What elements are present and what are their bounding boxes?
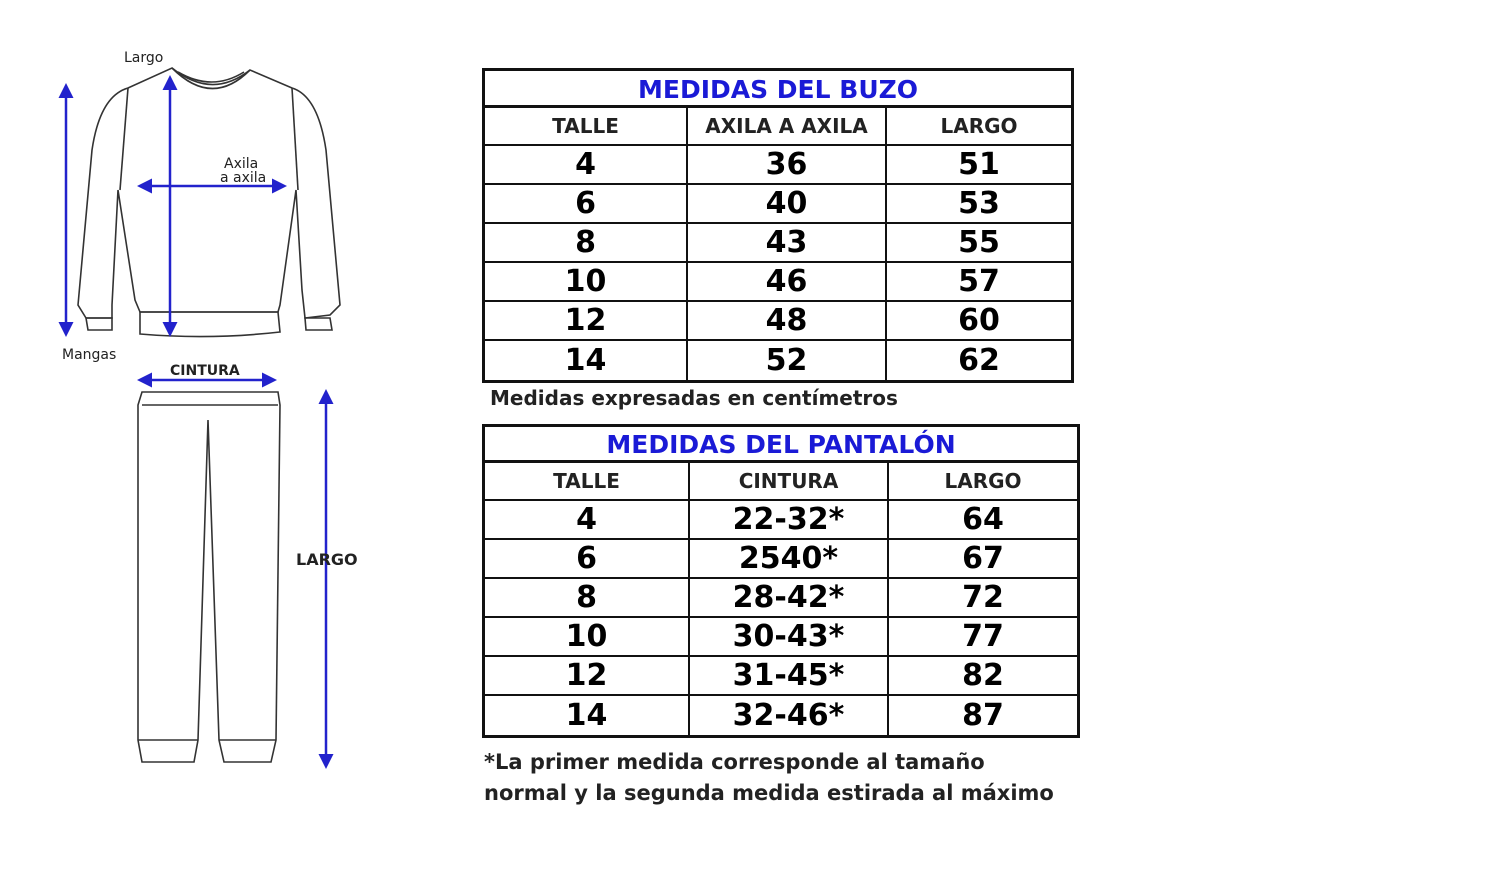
cell-largo: 62 [958, 343, 1000, 378]
sweater-axila-label-line2: a axila [220, 170, 267, 186]
sweater-outline [78, 68, 340, 337]
table-row [485, 540, 1077, 579]
garment-diagram [0, 0, 470, 875]
cell-largo: 55 [958, 225, 1000, 260]
table-row [485, 341, 1071, 380]
cell-axila: 52 [688, 341, 887, 380]
pantalon-table-header [485, 463, 1077, 501]
buzo-table-title: MEDIDAS DEL BUZO [485, 71, 1071, 108]
cell-largo: 53 [958, 186, 1000, 221]
cell-largo: 57 [958, 264, 1000, 299]
cell-largo: 87 [962, 698, 1004, 733]
cell-cintura: 30-43* [690, 618, 889, 655]
table-row [485, 263, 1071, 302]
header-cintura: CINTURA [690, 463, 889, 499]
table-row [485, 185, 1071, 224]
pantalon-size-table [482, 424, 1080, 738]
cell-largo: 77 [962, 619, 1004, 654]
pants-outline [138, 392, 280, 762]
pantalon-note-line2: normal y la segunda medida estirada al máximo [484, 781, 1054, 805]
cell-axila: 46 [688, 263, 887, 300]
header-axila: AXILA A AXILA [688, 108, 887, 144]
sweater-largo-label: Largo [124, 50, 164, 66]
pants-largo-label: LARGO [296, 550, 358, 569]
cell-cintura: 22-32* [690, 501, 889, 538]
buzo-size-table [482, 68, 1074, 383]
cell-largo: 67 [962, 541, 1004, 576]
cell-axila: 43 [688, 224, 887, 261]
buzo-table-header [485, 108, 1071, 146]
cell-largo: 51 [958, 147, 1000, 182]
sweater-axila-label-line1: Axila [224, 156, 259, 172]
garment-illustration [0, 0, 470, 875]
cell-talle: 10 [485, 618, 690, 655]
pantalon-table-title: MEDIDAS DEL PANTALÓN [485, 427, 1077, 463]
cell-cintura: 2540* [690, 540, 889, 577]
table-row [485, 579, 1077, 618]
cell-talle: 12 [485, 657, 690, 694]
table-row [485, 224, 1071, 263]
cell-largo: 64 [962, 502, 1004, 537]
table-row [485, 696, 1077, 735]
table-row [485, 302, 1071, 341]
cell-talle: 8 [485, 579, 690, 616]
table-row [485, 618, 1077, 657]
cell-talle: 14 [485, 341, 688, 380]
cell-talle: 8 [485, 224, 688, 261]
header-talle: TALLE [485, 108, 688, 144]
header-largo: LARGO [940, 114, 1018, 138]
header-talle: TALLE [485, 463, 690, 499]
sweater-mangas-label: Mangas [62, 347, 117, 363]
cell-axila: 40 [688, 185, 887, 222]
cell-talle: 6 [485, 540, 690, 577]
cell-axila: 48 [688, 302, 887, 339]
cell-talle: 6 [485, 185, 688, 222]
cell-talle: 10 [485, 263, 688, 300]
table-row [485, 146, 1071, 185]
cell-cintura: 28-42* [690, 579, 889, 616]
header-largo: LARGO [944, 469, 1022, 493]
pantalon-note-line1: *La primer medida corresponde al tamaño [484, 750, 985, 774]
cell-talle: 14 [485, 696, 690, 735]
pants-cintura-label: CINTURA [170, 363, 240, 379]
cell-talle: 4 [485, 501, 690, 538]
cell-cintura: 31-45* [690, 657, 889, 694]
cell-largo: 72 [962, 580, 1004, 615]
cell-talle: 12 [485, 302, 688, 339]
table-row [485, 501, 1077, 540]
cell-cintura: 32-46* [690, 696, 889, 735]
cell-largo: 82 [962, 658, 1004, 693]
cell-axila: 36 [688, 146, 887, 183]
table-row [485, 657, 1077, 696]
cell-largo: 60 [958, 303, 1000, 338]
cell-talle: 4 [485, 146, 688, 183]
buzo-units-note: Medidas expresadas en centímetros [490, 386, 898, 410]
